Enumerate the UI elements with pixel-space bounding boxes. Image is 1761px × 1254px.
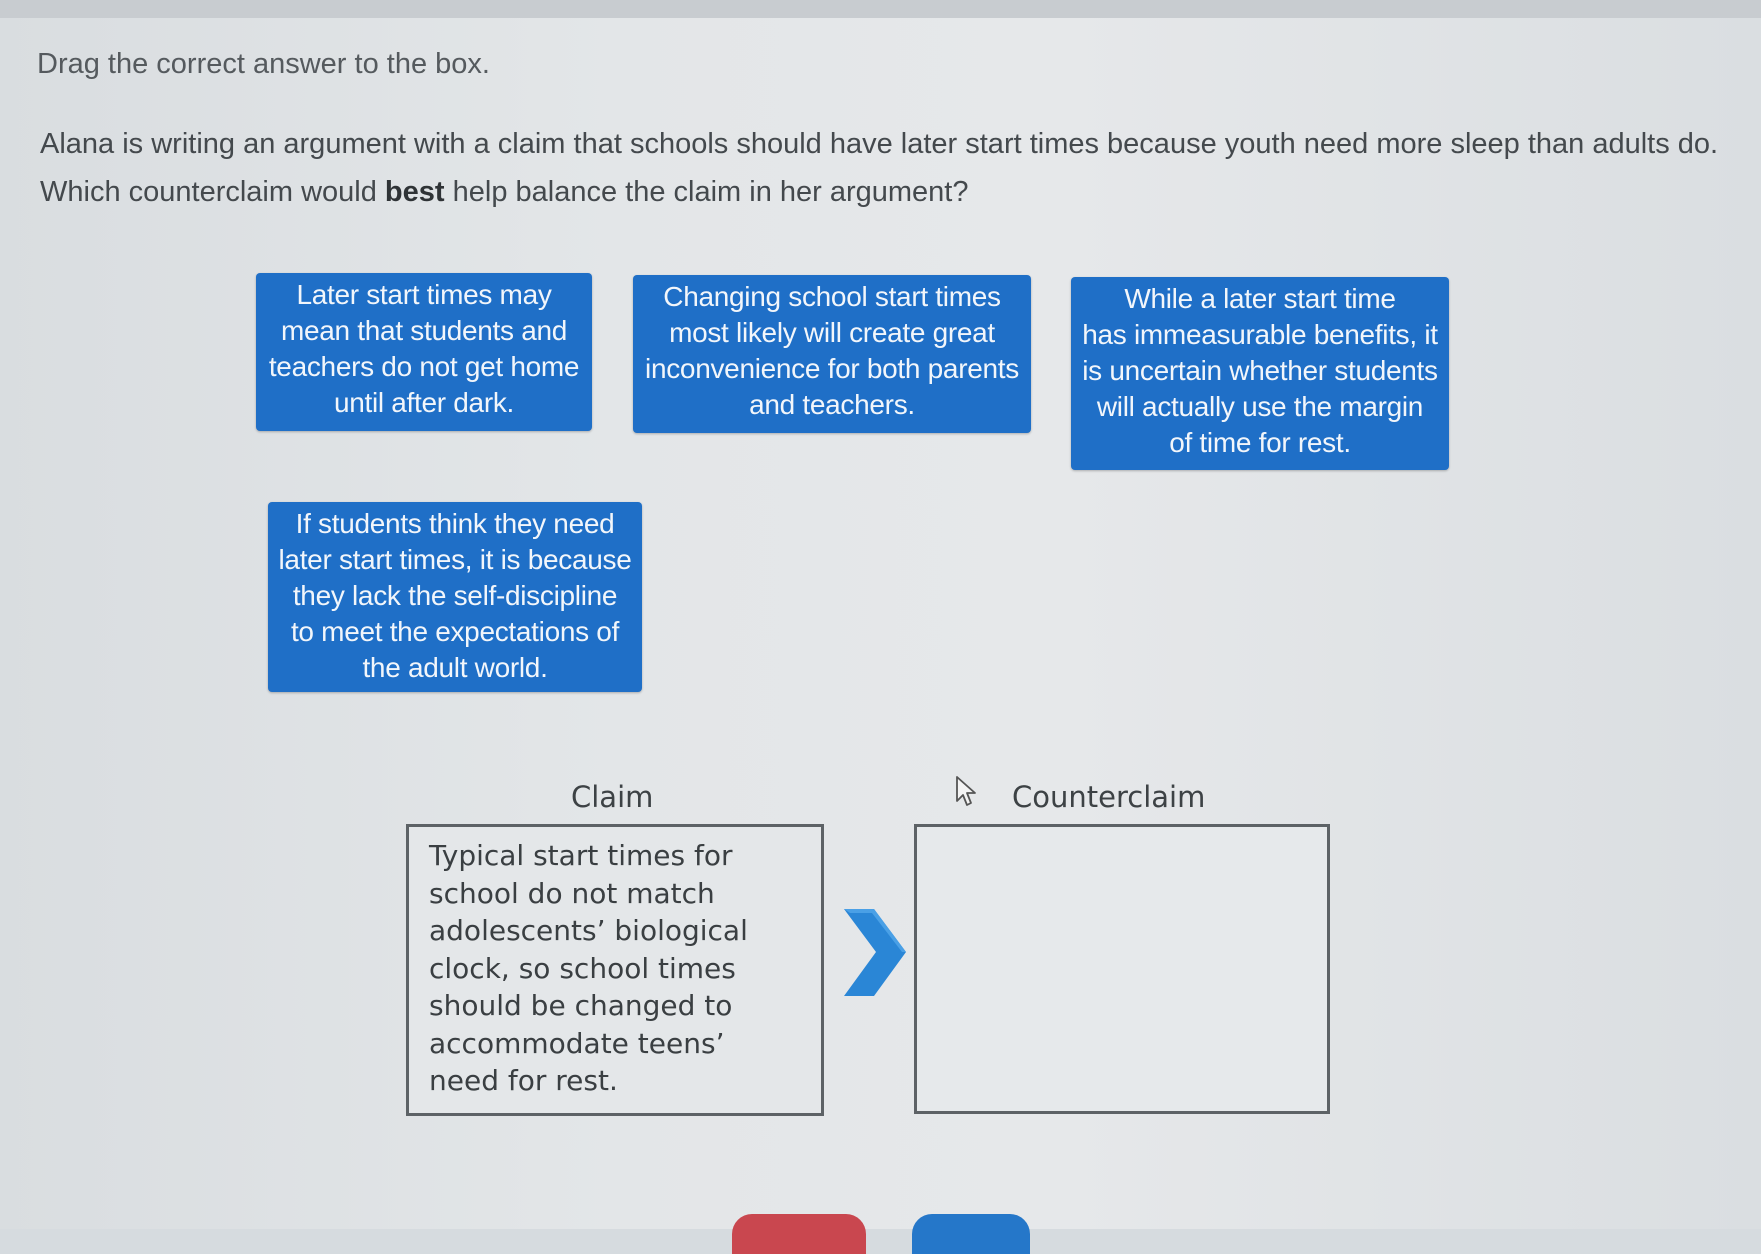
question-text-after: help balance the claim in her argument? [444, 176, 969, 208]
claim-line: need for rest. [429, 1064, 618, 1097]
tile-line: to meet the expectations of [290, 616, 620, 647]
instruction-text: Drag the correct answer to the box. [37, 48, 490, 80]
tile-line: teachers do not get home [268, 351, 580, 382]
answer-tile-later-start-dark[interactable] [256, 273, 592, 431]
tile-line: has immeasurable benefits, it [1082, 319, 1438, 350]
question-line-1: Alana is writing an argument with a claim that schools should have later start times because youth need more sleep than adults do. [40, 128, 1719, 160]
claim-label: Claim [571, 780, 654, 814]
tile-line: and teachers. [749, 389, 915, 420]
top-strip [0, 0, 1761, 18]
claim-line: adolescents’ biological [429, 914, 748, 947]
tile-line: most likely will create great [669, 317, 995, 348]
question-line-2 [40, 176, 969, 209]
answer-tile-inconvenience[interactable] [633, 275, 1031, 433]
tile-line: later start times, it is because [278, 544, 632, 575]
tile-line: until after dark. [333, 387, 515, 418]
tile-line: mean that students and [280, 315, 568, 346]
counterclaim-drop-zone[interactable] [914, 824, 1330, 1114]
tile-line: will actually use the margin [1096, 391, 1424, 422]
claim-line: should be changed to [429, 989, 733, 1022]
mouse-pointer-icon [955, 775, 977, 807]
next-button[interactable] [912, 1214, 1030, 1254]
claim-line: school do not match [429, 876, 715, 910]
answer-tile-self-discipline[interactable] [268, 502, 642, 692]
tile-line: of time for rest. [1169, 427, 1351, 458]
claim-line: accommodate teens’ [429, 1026, 725, 1060]
answer-tile-uncertain-rest[interactable] [1071, 277, 1449, 470]
chevron-right-icon [840, 905, 910, 1000]
tile-line: the adult world. [362, 652, 548, 683]
tile-line: is uncertain whether students [1082, 355, 1438, 386]
tile-line: Changing school start times [663, 281, 1001, 312]
question-emphasis: best [384, 176, 445, 208]
question-text-before: Which counterclaim would [40, 176, 385, 208]
reset-button[interactable] [732, 1214, 866, 1254]
tile-line: Later start times may [296, 279, 552, 310]
claim-line: Typical start times for [429, 839, 733, 872]
claim-line: clock, so school times [429, 951, 736, 985]
tile-line: inconvenience for both parents [645, 353, 1019, 384]
tile-line: they lack the self-discipline [292, 580, 618, 611]
claim-box [406, 824, 824, 1116]
tile-line: If students think they need [295, 508, 615, 539]
counterclaim-label: Counterclaim [1012, 780, 1206, 814]
tile-line: While a later start time [1124, 283, 1396, 314]
